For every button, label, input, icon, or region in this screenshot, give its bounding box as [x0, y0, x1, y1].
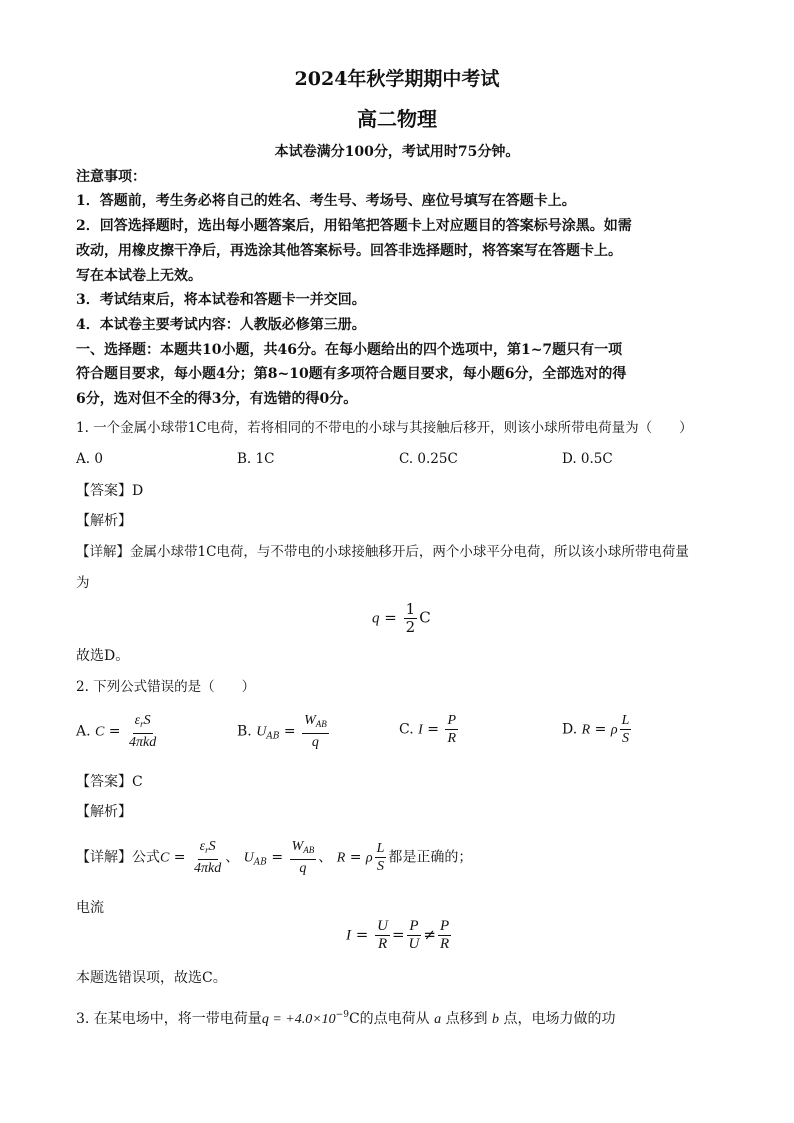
- q2-stem: 2. 下列公式错误的是（ ）: [76, 679, 256, 695]
- work-sub: AB: [315, 719, 327, 729]
- q1-formula-fraction: [404, 601, 418, 636]
- q2-detail-formula-d: [375, 840, 387, 875]
- q2-option-d-num: L: [621, 713, 630, 728]
- current-frac-3-den: R: [439, 936, 450, 952]
- section-1-line-1: 一、选择题：本题共10小题，共46分。在每小题给出的四个选项中，第1~7题只有一项: [76, 342, 623, 358]
- work-symbol: W: [291, 839, 304, 854]
- q1-formula-num: 1: [405, 600, 416, 618]
- work-sub: AB: [303, 845, 315, 855]
- current-frac-2-den: U: [408, 936, 420, 952]
- q2-current-label: 电流: [76, 900, 104, 916]
- current-frac-1-num: U: [377, 918, 388, 934]
- q2-detail-suffix: 都是正确的；: [388, 849, 473, 866]
- q2-option-d: D. R = ρ $\frac{L}{S}$: [562, 713, 630, 746]
- q3-point-a: a: [434, 1012, 442, 1027]
- note-2-line-3: 写在本试卷上无效。: [76, 268, 202, 284]
- q2-option-c-lhs: I: [418, 722, 423, 738]
- note-1: 1．答题前，考生务必将自己的姓名、考生号、考场号、座位号填写在答题卡上。: [76, 193, 576, 209]
- q2-analysis-label: 【解析】: [76, 804, 132, 820]
- current-frac-1-den: R: [377, 936, 388, 952]
- q1-analysis-label: 【解析】: [76, 513, 132, 529]
- q1-formula-eq: =: [384, 608, 397, 627]
- note-4: 4．本试卷主要考试内容：人教版必修第三册。: [76, 317, 366, 333]
- q1-answer: 【答案】D: [76, 483, 144, 499]
- q2-option-b-label: B.: [237, 723, 252, 740]
- q1-conclusion: 故选D。: [76, 648, 130, 664]
- q2-option-d-label: D.: [562, 721, 578, 738]
- q2-option-b: B. $U_{AB}$ = $\frac{W_{AB}}{q}$: [237, 713, 327, 750]
- current-frac-2: [407, 918, 422, 953]
- q2-option-c-fraction: [445, 712, 458, 747]
- q3-stem-part-3: 点移到: [445, 1011, 488, 1027]
- q2-current-formula: I = $\frac{U}{R}$ = $\frac{P}{U}$ ≠ $\frac{P}{R}$: [346, 918, 450, 952]
- q1-option-b: B. 1C: [237, 451, 275, 467]
- epsilon-sub: r: [205, 845, 209, 855]
- q2-detail-formula-a-num: [198, 838, 218, 860]
- section-1-line-3: 6分，选对但不全的得3分，有选错的得0分。: [76, 391, 358, 407]
- q2-option-b-lhs-sub: AB: [266, 731, 280, 742]
- subject-title: 高二物理: [357, 107, 437, 131]
- section-1-line-2: 符合题目要求，每小题4分；第8~10题有多项符合题目要求，每小题6分，全部选对的得: [76, 366, 627, 382]
- notes-heading: 注意事项：: [76, 169, 146, 185]
- q1-formula: [372, 601, 431, 636]
- q2-option-b-den: q: [311, 735, 319, 750]
- exam-title: 2024年秋学期期中考试: [294, 68, 500, 90]
- q2-option-b-fraction: [302, 712, 329, 751]
- area-symbol: S: [208, 839, 216, 854]
- q1-stem: 1. 一个金属小球带1C电荷，若将相同的不带电的小球与其接触后移开，则该小球所带电荷量为（ ）: [76, 420, 693, 436]
- q2-option-a-lhs: C: [95, 724, 105, 740]
- q2-option-a-num: [133, 712, 153, 734]
- q2-option-b-lhs: U: [256, 724, 267, 740]
- rho-symbol: ρ: [610, 722, 618, 738]
- q1-detail-line-2: 为: [76, 575, 90, 591]
- q2-option-a: A. C = $\frac{\varepsilon_rS}{\text{4πkd}}$: [76, 713, 157, 750]
- q2-detail-line: 【详解】公式C = $\frac{\varepsilon_rS}{\text{4πkd}}$ 、 $U_{AB}$ = $\frac{W_{AB}}{q}$ 、 R = ρ $\frac{L}{S}$ 都是正确的；: [76, 839, 473, 876]
- q2-detail-sep-1: 、: [225, 849, 240, 866]
- current-frac-3: [438, 918, 451, 953]
- current-frac-1: [375, 918, 390, 953]
- q3-charge-expr: q = +4.0×10: [261, 1012, 336, 1027]
- q1-formula-lhs: q: [372, 610, 380, 627]
- note-2-line-2: 改动，用橡皮擦干净后，再选涂其他答案标号。回答非选择题时，将答案写在答题卡上。: [76, 243, 622, 259]
- q2-option-c-den: R: [447, 731, 456, 746]
- note-3: 3．考试结束后，将本试卷和答题卡一并交回。: [76, 292, 366, 308]
- q1-option-a: A. 0: [76, 451, 103, 467]
- exam-subtitle: 本试卷满分100分，考试用时75分钟。: [274, 144, 520, 160]
- q2-option-c-label: C.: [399, 721, 414, 738]
- rho-symbol: ρ: [365, 850, 373, 866]
- q2-detail-formula-b-den: q: [299, 861, 307, 876]
- current-lhs: I: [346, 927, 351, 944]
- work-symbol: W: [304, 713, 316, 728]
- q3-charge-unit: C: [348, 1011, 360, 1027]
- note-2-line-1: 2．回答选择题时，选出每小题答案后，用铅笔把答题卡上对应题目的答案标号涂黑。如需: [76, 218, 632, 234]
- q2-detail-formula-d-den: S: [377, 859, 385, 874]
- q2-detail-sep-2: 、: [318, 849, 333, 866]
- q2-option-a-label: A.: [76, 723, 91, 740]
- q2-detail-formula-b-lhs: U: [243, 850, 254, 866]
- q2-option-d-den: S: [621, 731, 629, 746]
- q2-detail-prefix: 【详解】公式: [76, 849, 160, 866]
- q2-option-c-num: P: [447, 713, 456, 728]
- q3-stem-part-4: 点，电场力做的功: [503, 1011, 616, 1027]
- q2-detail-formula-b: [290, 838, 317, 877]
- q3-stem-part-2: 的点电荷从: [359, 1011, 430, 1027]
- q2-option-c: C. I = $\frac{P}{R}$: [399, 713, 456, 746]
- q2-detail-formula-a-den: 4πkd: [193, 861, 222, 876]
- q3-charge-exponent: −9: [335, 1010, 349, 1020]
- current-frac-3-num: P: [439, 918, 450, 934]
- q2-detail-formula-b-lhs-sub: AB: [253, 857, 267, 868]
- epsilon-symbol: ε: [199, 839, 206, 854]
- q1-formula-den: 2: [405, 618, 416, 636]
- epsilon-symbol: ε: [134, 713, 141, 728]
- q2-option-b-num: [302, 712, 329, 734]
- epsilon-sub: r: [140, 719, 144, 729]
- q1-detail-line-1: 【详解】金属小球带1C电荷，与不带电的小球接触移开后，两个小球平分电荷，所以该小球所带电荷量: [76, 544, 689, 560]
- q2-detail-formula-a: [192, 838, 223, 877]
- q2-detail-formula-b-num: [290, 838, 317, 860]
- q2-conclusion: 本题选错误项，故选C。: [76, 970, 227, 986]
- q1-option-d: D. 0.5C: [562, 451, 613, 467]
- q2-detail-formula-a-lhs: C: [160, 850, 170, 866]
- current-frac-2-num: P: [409, 918, 419, 934]
- q2-detail-formula-d-lhs: R: [336, 850, 346, 866]
- q3-stem: [76, 1005, 615, 1030]
- q2-option-d-fraction: [620, 712, 632, 747]
- q2-option-a-den: 4πkd: [129, 735, 157, 750]
- q2-answer: 【答案】C: [76, 774, 143, 790]
- area-symbol: S: [143, 713, 151, 728]
- not-equal-symbol: ≠: [423, 925, 436, 944]
- q1-formula-unit: C: [419, 608, 431, 627]
- q3-point-b: b: [492, 1012, 500, 1027]
- q3-stem-part-1: 3. 在某电场中，将一带电荷量: [76, 1011, 262, 1027]
- q2-option-a-fraction: [127, 712, 158, 751]
- q1-option-c: C. 0.25C: [399, 451, 458, 467]
- q2-detail-formula-d-num: L: [376, 841, 385, 856]
- q2-option-d-lhs: R: [581, 722, 591, 738]
